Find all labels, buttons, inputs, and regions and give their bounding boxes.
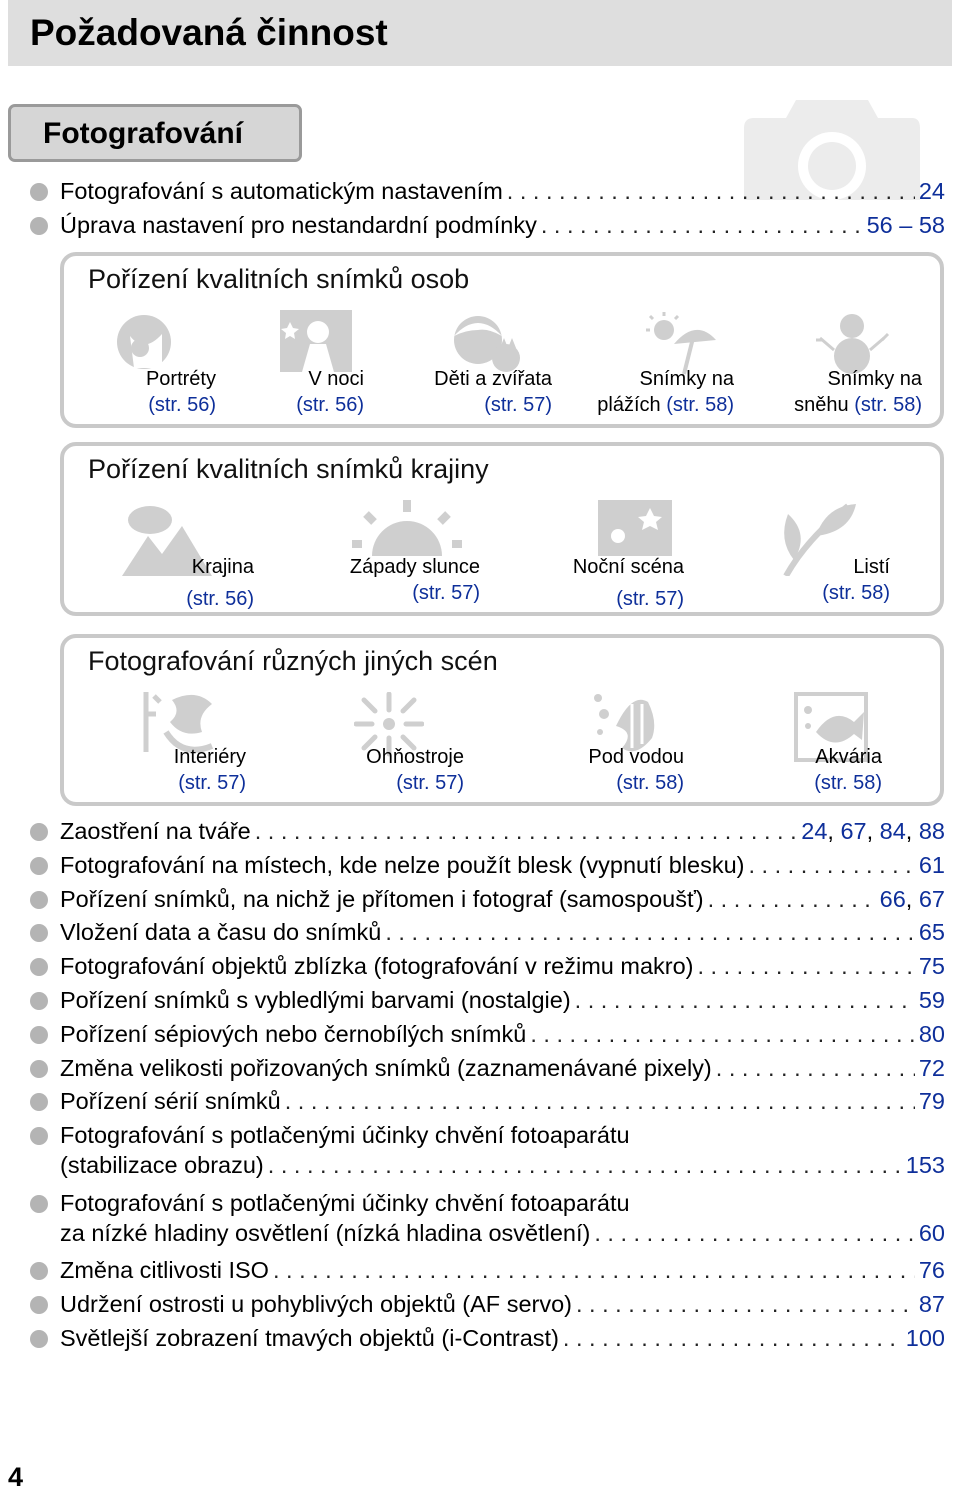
bullet [30,992,48,1010]
section-tab-label: Fotografování [43,117,243,150]
page-ref[interactable] [919,951,945,981]
page-title: Požadovaná činnost [30,12,388,53]
page-link[interactable]: 61 [918,851,945,878]
scene-night-scene[interactable]: Noční scéna (str. 57) [554,500,684,608]
list-item: Změna citlivosti ISO . . . 76 [30,1255,945,1285]
page-ref[interactable]: 56 – 58 [866,212,945,238]
list-item: Fotografování na místech, kde nelze použít blesk (vypnutí blesku) . . . 61 [30,850,945,880]
box-title: Fotografování různých jiných scén [88,646,498,676]
bullet [30,1330,48,1348]
list-item: Změna velikosti pořizovaných snímků (zaznamenávané pixely) . . . 72 [30,1053,945,1083]
scene-beach[interactable]: Snímky na plážích (str. 58) [576,310,734,414]
page-ref[interactable] [919,1086,945,1116]
page-link[interactable]: 72 [918,1054,945,1081]
list-item: Fotografování s potlačenými účinky chvění fotoaparátu (stabilizace obrazu) . . . 153 [30,1120,945,1184]
scene-box-people [60,252,944,428]
page-ref[interactable]: 24, 67, 84, 88 [801,818,945,844]
section-tab-fotografovani [8,104,302,162]
scene-snow[interactable]: Snímky na sněhu (str. 58) [764,310,922,414]
page-link[interactable]: 100 [905,1325,945,1351]
list-item: Fotografování s automatickým nastavením . . . 24 [30,176,945,206]
foliage-icon [776,500,858,576]
page-link[interactable]: 67 [918,885,945,912]
list-item: Pořízení snímků, na nichž je přítomen i fotograf (samospoušť) . . . 66, 67 [30,884,945,914]
bullet [30,1195,48,1213]
sunset-icon [352,500,462,556]
page-ref[interactable] [906,1323,945,1353]
page-link[interactable]: 24 [801,818,828,844]
bullet [30,891,48,909]
scene-foliage[interactable]: Listí (str. 58) [780,500,890,608]
page-link[interactable]: 153 [905,1152,945,1179]
list-item: Pořízení snímků s vybledlými barvami (nostalgie) . . . 59 [30,985,945,1015]
page-ref[interactable] [919,1255,945,1285]
page-ref[interactable] [919,917,945,947]
bullet [30,823,48,841]
page-link[interactable]: 87 [918,1291,945,1318]
page-link[interactable]: 88 [918,818,945,844]
scene-underwater[interactable]: Pod vodou (str. 58) [564,692,684,796]
scene-indoor[interactable]: Interiéry (str. 57) [150,692,246,796]
scene-box-landscape [60,442,944,616]
night-scene-icon [598,500,678,556]
page-link[interactable]: 67 [840,818,867,844]
scene-sunset[interactable]: Západy slunce (str. 57) [330,500,480,608]
list-item: Fotografování objektů zblízka (fotografování v režimu makro) . . . 75 [30,951,945,981]
list-item: Zaostření na tváře . . . 24, 67, 84, 88 [30,816,945,846]
scene-fireworks[interactable]: Ohňostroje (str. 57) [336,692,464,796]
list-item: Světlejší zobrazení tmavých objektů (i-Contrast) . . . 100 [30,1323,945,1353]
page-link[interactable]: 76 [918,1257,945,1284]
page-ref[interactable] [919,1218,945,1248]
scene-night-portrait[interactable]: V noci (str. 56) [280,310,364,414]
box-title: Pořízení kvalitních snímků osob [88,264,470,294]
page-link[interactable]: 80 [918,1020,945,1047]
page-link[interactable]: 75 [918,953,945,980]
bullet [30,183,48,201]
page-header [8,0,952,66]
list-item: Pořízení sérií snímků . . . 79 [30,1086,945,1116]
list-item: Úprava nastavení pro nestandardní podmínky . . . 56 – 58 [30,210,945,240]
page-ref[interactable] [919,850,945,880]
page-ref[interactable] [919,985,945,1015]
scene-aquarium[interactable]: Akvária (str. 58) [794,692,882,796]
page-link[interactable]: 66 [879,885,906,912]
bullet [30,217,48,235]
page-ref[interactable] [919,1053,945,1083]
list-item: Fotografování s potlačenými účinky chvění fotoaparátu za nízké hladiny osvětlení (nízká hladina osvětlení) . . . 60 [30,1188,945,1252]
page-link[interactable]: 60 [918,1219,945,1246]
bullet [30,1060,48,1078]
scene-landscape[interactable]: Krajina (str. 56) [172,500,254,608]
page-ref[interactable] [906,1150,945,1180]
page-link[interactable]: 59 [918,987,945,1013]
page-ref[interactable]: 24 [918,178,945,204]
box-title: Pořízení kvalitních snímků krajiny [88,454,489,484]
page-number: 4 [8,1462,24,1492]
scene-box-other [60,634,944,806]
scene-portrait[interactable]: Portréty (str. 56) [134,310,216,414]
list-item: Pořízení sépiových nebo černobílých snímků . . . 80 [30,1019,945,1049]
page-link[interactable]: 65 [918,919,945,946]
page-ref[interactable] [919,1019,945,1049]
page-ref[interactable] [919,1289,945,1319]
bullet [30,857,48,875]
page-ref[interactable]: 66, 67 [879,885,945,912]
list-item: Vložení data a času do snímků . . . 65 [30,917,945,947]
list-item: Udržení ostrosti u pohyblivých objektů (AF servo) . . . 87 [30,1289,945,1319]
page-link[interactable]: 84 [879,818,906,844]
scene-kids-pets[interactable]: Děti a zvířata (str. 57) [418,310,552,414]
bullet [30,1026,48,1044]
page-link[interactable]: 79 [918,1088,945,1115]
